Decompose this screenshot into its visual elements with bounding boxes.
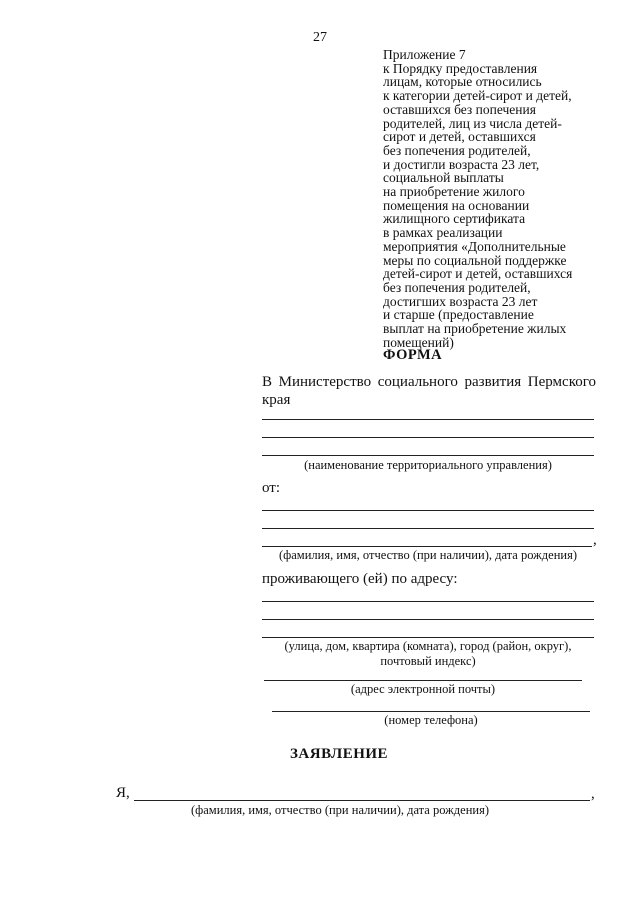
email-line[interactable] bbox=[264, 680, 582, 681]
annex-line: в рамках реализации bbox=[383, 225, 503, 241]
annex-line: лицам, которые относились bbox=[383, 74, 542, 90]
annex-line: без попечения родителей, bbox=[383, 279, 531, 295]
address-line[interactable] bbox=[262, 637, 594, 638]
annex-line: меры по социальной поддержке bbox=[383, 252, 567, 268]
annex-line: без попечения родителей, bbox=[383, 142, 531, 158]
applicant-fio-caption: (фамилия, имя, отчество (при наличии), дата рождения) bbox=[191, 803, 489, 817]
residing-label: проживающего (ей) по адресу: bbox=[262, 571, 458, 587]
annex-line: к Порядку предоставления bbox=[383, 60, 538, 76]
addressee-line: В Министерство социального развития Пермского bbox=[262, 374, 596, 390]
sender-fio-line[interactable] bbox=[262, 510, 594, 511]
addressee-line: края bbox=[262, 392, 291, 408]
territorial-office-line[interactable] bbox=[262, 437, 594, 438]
email-caption: (адрес электронной почты) bbox=[350, 682, 496, 696]
annex-line: выплат на приобретение жилых bbox=[383, 321, 567, 337]
annex-line: достигших возраста 23 лет bbox=[383, 293, 538, 309]
sender-fio-line[interactable] bbox=[262, 546, 592, 547]
territorial-office-line[interactable] bbox=[262, 455, 594, 456]
annex-header bbox=[383, 48, 603, 349]
comma: , bbox=[593, 532, 597, 548]
annex-line: оставшихся без попечения bbox=[383, 101, 536, 117]
form-label: ФОРМА bbox=[383, 347, 443, 363]
applicant-fio-line[interactable] bbox=[134, 800, 590, 801]
annex-line: помещения на основании bbox=[383, 197, 530, 213]
from-label: от: bbox=[262, 480, 281, 496]
territorial-office-line[interactable] bbox=[262, 419, 594, 420]
annex-line: на приобретение жилого bbox=[383, 184, 525, 200]
annex-line: Приложение 7 bbox=[383, 47, 466, 62]
address-caption-line: (улица, дом, квартира (комната), город (район, округ), bbox=[284, 639, 572, 653]
sender-fio-line[interactable] bbox=[262, 528, 594, 529]
annex-line: сирот и детей, оставшихся bbox=[383, 129, 536, 145]
annex-line: и старше (предоставление bbox=[383, 307, 534, 323]
address-line[interactable] bbox=[262, 619, 594, 620]
annex-line: и достигли возраста 23 лет, bbox=[383, 156, 540, 172]
annex-line: мероприятия «Дополнительные bbox=[383, 238, 566, 254]
address-line[interactable] bbox=[262, 601, 594, 602]
statement-title: ЗАЯВЛЕНИЕ bbox=[290, 746, 389, 762]
addressee-block bbox=[262, 373, 596, 409]
annex-line: социальной выплаты bbox=[383, 170, 504, 186]
annex-line: помещений) bbox=[383, 334, 454, 350]
address-caption-line: почтовый индекс) bbox=[380, 654, 476, 668]
phone-caption: (номер телефона) bbox=[384, 713, 478, 727]
annex-line: жилищного сертификата bbox=[383, 211, 526, 227]
annex-line: родителей, лиц из числа детей- bbox=[383, 115, 562, 131]
comma: , bbox=[591, 786, 595, 802]
sender-fio-caption: (фамилия, имя, отчество (при наличии), дата рождения) bbox=[279, 548, 577, 562]
address-caption bbox=[262, 639, 594, 669]
applicant-prefix: Я, bbox=[116, 785, 130, 801]
phone-line[interactable] bbox=[272, 711, 590, 712]
annex-line: к категории детей-сирот и детей, bbox=[383, 88, 572, 104]
page-number: 27 bbox=[313, 30, 327, 45]
annex-line: детей-сирот и детей, оставшихся bbox=[383, 266, 573, 282]
territorial-office-caption: (наименование территориального управления) bbox=[304, 458, 552, 472]
